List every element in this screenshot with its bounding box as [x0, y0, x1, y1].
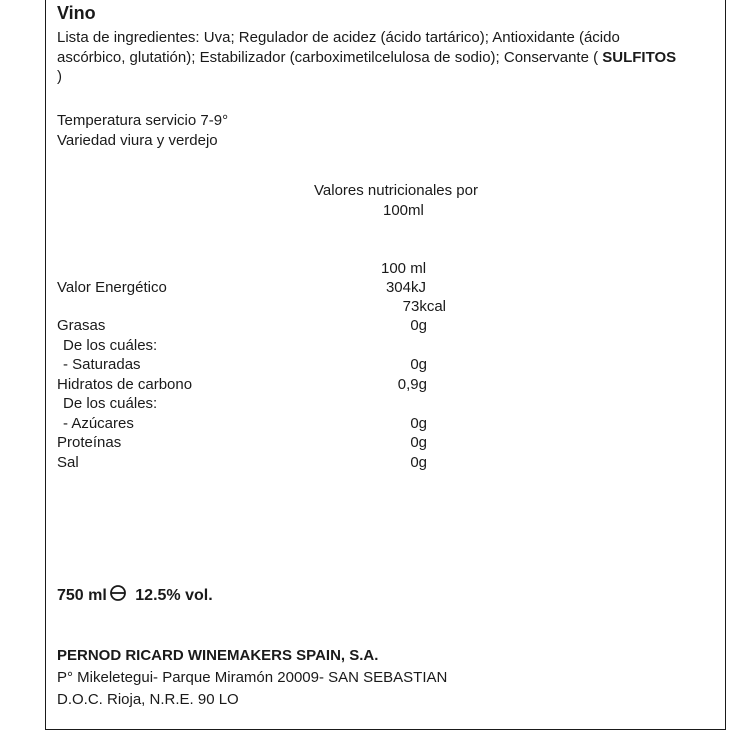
e-mark-icon: [109, 584, 127, 602]
nutrition-row-value: 0g: [410, 454, 427, 471]
producer-registry: D.O.C. Rioja, N.R.E. 90 LO: [57, 691, 239, 708]
alcohol-content: 12.5% vol.: [135, 587, 213, 604]
producer-address: P° Mikeletegui- Parque Miramón 20009- SAN SEBASTIAN: [57, 669, 448, 686]
nutrition-row-label: Proteínas: [57, 434, 122, 451]
nutrition-header-line1: Valores nutricionales por: [314, 182, 478, 199]
producer-company: PERNOD RICARD WINEMAKERS SPAIN, S.A.: [57, 647, 379, 664]
nutrition-row-label: De los cuáles:: [63, 337, 158, 354]
nutrition-row-label: - Saturadas: [63, 356, 141, 373]
nutrition-column-header: 100 ml: [381, 260, 427, 277]
grape-variety: Variedad viura y verdejo: [57, 132, 218, 149]
nutrition-row-value: 0g: [410, 415, 427, 432]
nutrition-row-value: 304kJ: [385, 279, 426, 296]
volume-line: [57, 584, 213, 606]
nutrition-row-value: 0g: [410, 434, 427, 451]
nutrition-header-line2: 100ml: [383, 202, 424, 219]
nutrition-row-label: Sal: [57, 454, 79, 471]
serving-temperature: Temperatura servicio 7-9°: [57, 112, 229, 129]
nutrition-row-value: 0g: [410, 317, 427, 334]
nutrition-row-label: Valor Energético: [57, 279, 167, 296]
nutrition-row-label: Grasas: [57, 317, 106, 334]
ingredients-close: ): [57, 68, 62, 85]
nutrition-row-value: 73kcal: [402, 298, 446, 315]
ingredients-list: [57, 28, 677, 87]
product-title: Vino: [57, 3, 96, 23]
nutrition-row-label: - Azúcares: [63, 415, 134, 432]
nutrition-row-label: De los cuáles:: [63, 395, 158, 412]
label-border: [45, 0, 726, 730]
ingredients-text: Lista de ingredientes: Uva; Regulador de acidez (ácido tartárico); Antioxidante (ácido ascórbico, glutatión); Estabilizador (carboximetilcelulosa de sodio); Conservante (: [57, 29, 620, 66]
nutrition-row-label: Hidratos de carbono: [57, 376, 193, 393]
volume-amount: 750 ml: [57, 587, 107, 604]
allergen-sulfitos: SULFITOS: [602, 48, 677, 66]
nutrition-row-value: 0g: [410, 356, 427, 373]
nutrition-row-value: 0,9g: [397, 376, 427, 393]
